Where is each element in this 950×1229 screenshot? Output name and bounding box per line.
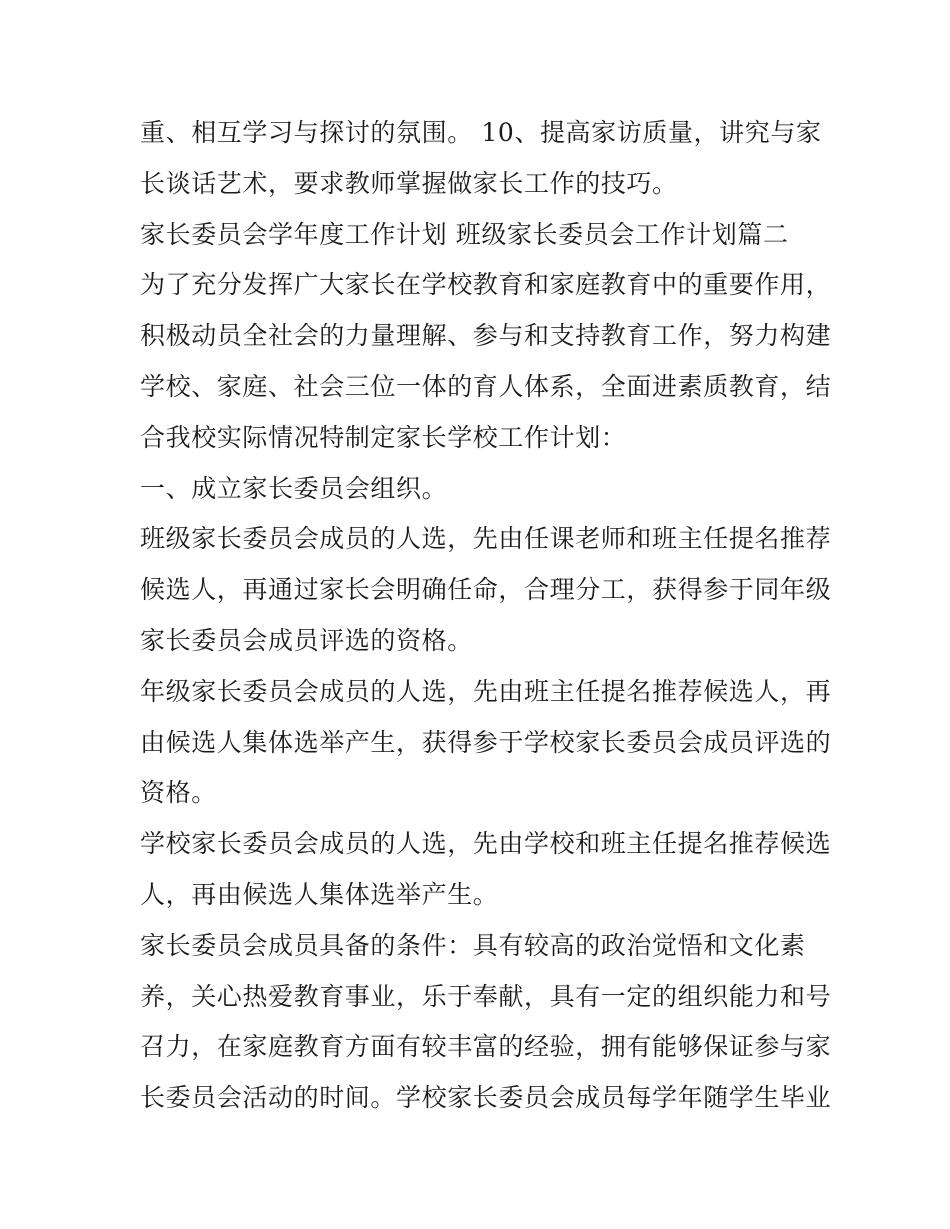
- text-line: 家长委员会成员评选的资格。: [140, 625, 473, 655]
- text-line: 重、相互学习与探讨的氛围。 10、提高家访质量，讲究与家: [140, 118, 822, 147]
- text-line: 养，关心热爱教育事业，乐于奉献，具有一定的组织能力和号: [140, 981, 832, 1011]
- document-body: [140, 108, 832, 1124]
- text-line: 班级家长委员会成员的人选，先由任课老师和班主任提名推荐: [140, 524, 832, 554]
- heading-line: 家长委员会学年度工作计划 班级家长委员会工作计划篇二: [140, 219, 789, 249]
- paragraph-member-conditions: [140, 921, 832, 1124]
- text-line: 候选人，再通过家长会明确任命，合理分工，获得参于同年级: [140, 575, 832, 605]
- text-line: 年级家长委员会成员的人选，先由班主任提名推荐候选人，再: [140, 676, 832, 706]
- text-line: 学校、家庭、社会三位一体的育人体系，全面进素质教育，结: [140, 371, 832, 401]
- text-line: 合我校实际情况特制定家长学校工作计划：: [140, 422, 627, 452]
- paragraph-school-committee: [140, 819, 832, 921]
- paragraph-home-visit: [140, 108, 820, 210]
- text-line: 为了充分发挥广大家长在学校教育和家庭教育中的重要作用，: [140, 270, 832, 300]
- text-line: 长委员会活动的时间。学校家长委员会成员每学年随学生毕业: [140, 1083, 832, 1113]
- text-line: 积极动员全社会的力量理解、参与和支持教育工作，努力构建: [140, 321, 832, 351]
- text-line: 资格。: [140, 778, 217, 808]
- paragraph-intro: [140, 260, 832, 463]
- paragraph-class-committee: [140, 514, 832, 666]
- text-line: 召力，在家庭教育方面有较丰富的经验，拥有能够保证参与家: [140, 1032, 832, 1062]
- section-heading: [140, 210, 820, 261]
- text-line: 长谈话艺术，要求教师掌握做家长工作的技巧。: [140, 168, 678, 198]
- text-line: 学校家长委员会成员的人选，先由学校和班主任提名推荐候选: [140, 829, 832, 859]
- paragraph-grade-committee: [140, 667, 832, 819]
- heading-line: 一、成立家长委员会组织。: [140, 473, 448, 503]
- text-line: 由候选人集体选举产生，获得参于学校家长委员会成员评选的: [140, 727, 832, 757]
- text-line: 家长委员会成员具备的条件：具有较高的政治觉悟和文化素: [140, 930, 806, 960]
- text-line: 人，再由候选人集体选举产生。: [140, 879, 499, 909]
- subheading-establish-committee: [140, 464, 820, 515]
